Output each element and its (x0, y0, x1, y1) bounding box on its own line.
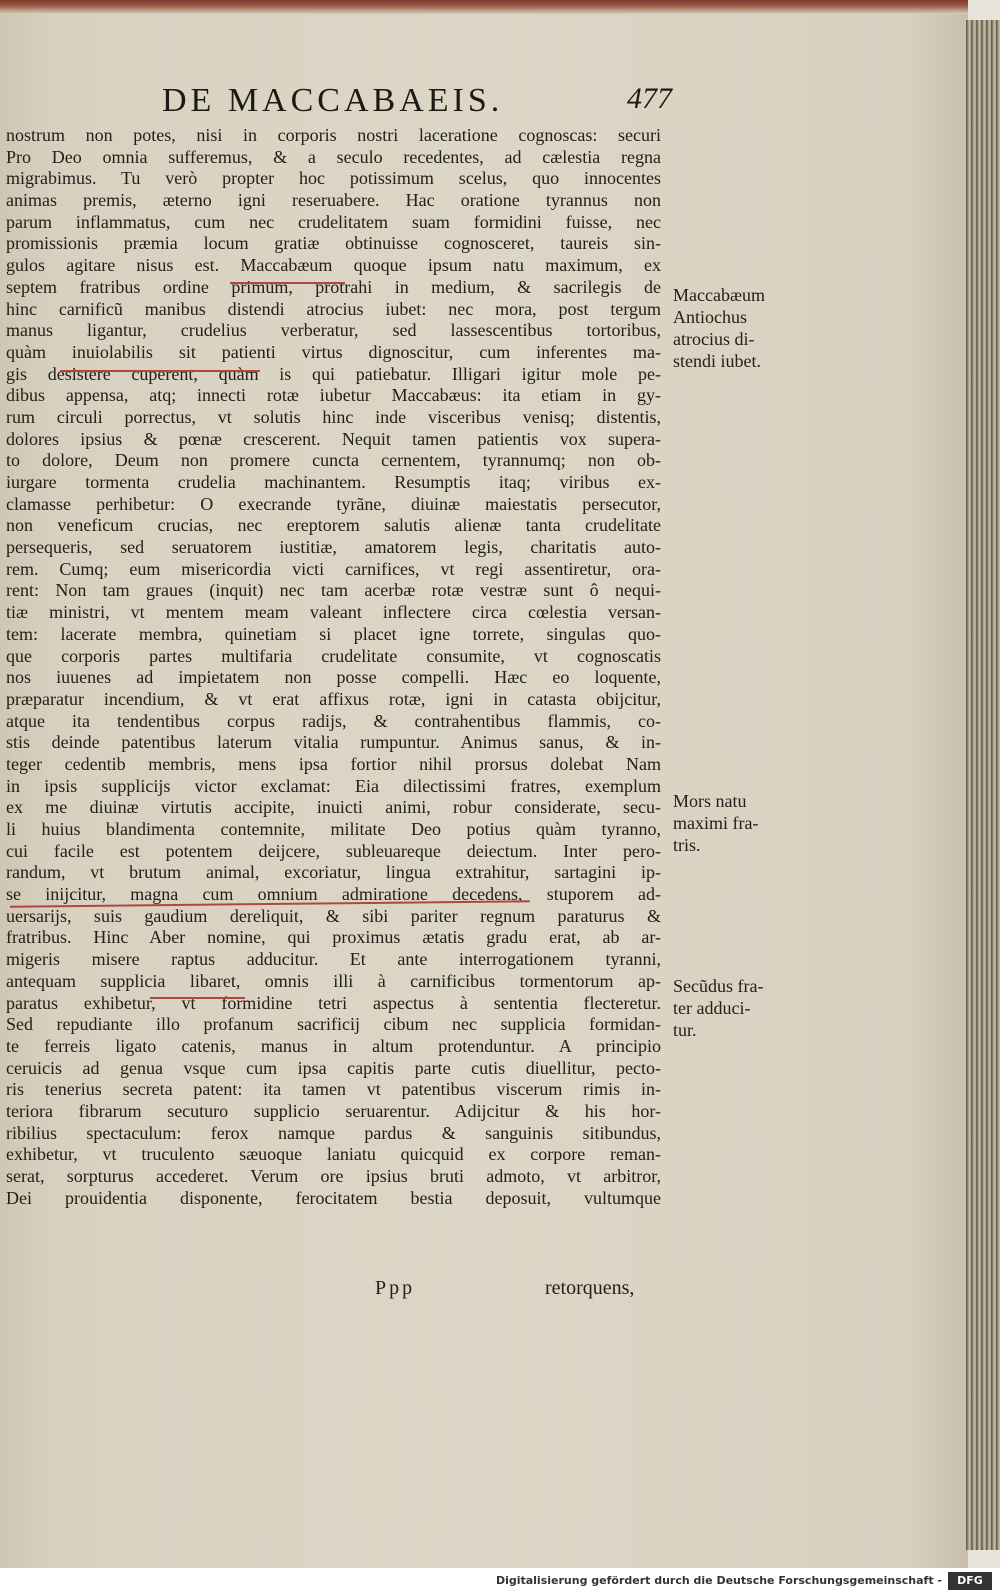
margin-note-line: maximi fra- (673, 813, 759, 833)
text-line: quàm inuiolabilis sit patienti virtus dignoscitur, cum inferentes ma- (6, 341, 661, 362)
text-line: rem. Cumq; eum misericordia victi carnifices, vt regi assentiretur, ora- (6, 558, 661, 579)
text-line: parum inflammatus, cum nec crudelitatem suam formidini fuisse, nec (6, 211, 661, 232)
text-line: paratus exhibetur, vt formidine tetri aspectus à sententia flecteretur. (6, 992, 661, 1013)
text-line: cui facile est potentem deijcere, subleuareque deiectum. Inter pero- (6, 840, 661, 861)
margin-note-line: tur. (673, 1020, 697, 1040)
text-line: tem: lacerate membra, quinetiam si placet igne torrete, singulas quo- (6, 623, 661, 644)
margin-note-line: Secũdus fra- (673, 976, 764, 996)
margin-note-line: Antiochus (673, 307, 747, 327)
page-header (0, 74, 968, 124)
margin-note-line: atrocius di- (673, 329, 755, 349)
margin-note-maccabaeum (673, 284, 783, 372)
credit-text: Digitalisierung gefördert durch die Deutsche Forschungsgemeinschaft - (495, 1574, 942, 1587)
dfg-logo: DFG (948, 1572, 992, 1590)
text-line: gulos agitare nisus est. Maccabæum quoque ipsum natu maximum, ex (6, 255, 661, 276)
text-line: uersarijs, suis gaudium dereliquit, & sibi pariter regnum paraturus & (6, 905, 661, 926)
margin-note-line: Maccabæum (673, 285, 765, 305)
text-line: fratribus. Hinc Aber nomine, qui proximus ætatis gradu erat, ab ar- (6, 927, 661, 948)
text-line: promissionis præmia locum gratiæ obtinuisse cognosceret, taureis sin- (6, 233, 661, 254)
text-line: teriora fibrarum secuturo supplicio seruarentur. Adijcitur & his hor- (6, 1100, 661, 1121)
text-line: rum circuli porrectus, vt solutis hinc inde visceribus venisq; distentis, (6, 406, 661, 427)
text-line: iurgare tormenta crudelia machinantem. Resumptis itaq; viribus ex- (6, 472, 661, 492)
text-line: persequeris, sed seruatorem iustitiæ, amatorem legis, charitatis auto- (6, 537, 661, 558)
text-line: randum, vt brutum animal, excoriatur, lingua extrahitur, sartagini ip- (6, 862, 661, 883)
red-underline (230, 282, 345, 284)
text-line: dibus appensa, atq; innecti rotæ iubetur Maccabæus: ita etiam in gy- (6, 385, 661, 406)
text-line: to dolore, Deum non promere cuncta cernentem, tyrannumq; non ob- (6, 450, 661, 471)
text-line: hinc carnificũ manibus distendi atrocius iubet: nec mora, post tergum (6, 298, 661, 319)
text-line: stis deinde patentibus laterum vitalia rumpuntur. Animus sanus, & in- (6, 732, 661, 753)
text-line: atque ita tendentibus corpus radijs, & contrahentibus flammis, co- (6, 710, 661, 731)
text-line: Pro Deo omnia sufferemus, & a seculo recedentes, ad cælestia regna (6, 146, 661, 167)
text-line: li huius blandimenta contemnite, militate Deo potius quàm tyranno, (6, 819, 661, 839)
margin-note-line: Mors natu (673, 791, 747, 811)
credit-bar (0, 1568, 1000, 1595)
text-line: ribilius spectaculum: ferox namque pardus & sanguinis sitibundus, (6, 1122, 661, 1143)
text-line: in ipsis supplicijs victor exclamat: Eia dilectissimi fratres, exemplum (6, 775, 661, 796)
main-text-block (6, 125, 661, 1209)
text-line: non veneficum crucias, nec ereptorem salutis alienæ tanta crudelitate (6, 515, 661, 536)
signature-mark: Ppp (375, 1277, 416, 1299)
text-line: nos iuuenes ad impietatem non posse compelli. Hæc eo loquente, (6, 667, 661, 688)
margin-note-line: ter adduci- (673, 998, 751, 1018)
text-line: manus ligantur, crudelius verberatur, sed lassescentibus tortoribus, (6, 320, 661, 341)
text-line: gis desistere cuperent, quàm is qui patiebatur. Illigari igitur mole pe- (6, 363, 661, 384)
catchword: retorquens, (545, 1277, 635, 1299)
text-line: ex me diuinæ virtutis accipite, inuicti animi, robur considerate, secu- (6, 797, 661, 818)
text-line: animas premis, æterno igni reseruabere. Hac oratione tyrannus non (6, 190, 661, 211)
text-line: Sed repudiante illo profanum sacrificij cibum nec supplicia formidan- (6, 1014, 661, 1035)
text-line: ris tenerius secreta patent: ita tamen vt patentibus viscerum rimis in- (6, 1079, 661, 1100)
text-line: que corporis partes multifaria crudelitate consumite, vt cognoscatis (6, 645, 661, 666)
page-edges (966, 20, 1000, 1550)
text-line: migrabimus. Tu verò propter hoc potissimum scelus, quo innocentes (6, 168, 661, 189)
margin-note-secundus (673, 975, 783, 1041)
margin-note-mors (673, 790, 783, 856)
text-line: nostrum non potes, nisi in corporis nostri laceratione cognoscas: securi (6, 125, 661, 145)
text-line: ceruicis ad genua vsque cum ipsa capitis parte cutis diuellitur, pecto- (6, 1057, 661, 1078)
text-line: serat, sorpturus accederet. Verum ore ipsius bruti admoto, vt arbitror, (6, 1166, 661, 1186)
text-line: clamasse perhibetur: O execrande tyrãne, diuinæ maiestatis persecutor, (6, 493, 661, 514)
text-line: Dei prouidentia disponente, ferocitatem bestia deposuit, vultumque (6, 1187, 661, 1208)
margin-note-line: tris. (673, 835, 701, 855)
text-line: teger cedentib membris, mens ipsa fortior nihil prorsus dolebat Nam (6, 753, 661, 774)
running-title: DE MACCABAEIS. (162, 82, 504, 119)
red-underline (60, 370, 260, 372)
text-line: migeris misere raptus adducitur. Et ante interrogationem tyranni, (6, 949, 661, 970)
text-line: dolores ipsius & pœnæ crescerent. Nequit tamen patientis vox supera- (6, 428, 661, 449)
text-line: exhibetur, vt truculento sæuoque laniatu quicquid ex corpore reman- (6, 1144, 661, 1165)
text-line: se inijcitur, magna cum omnium admiratione decedens, stuporem ad- (6, 884, 661, 905)
page-top-edge (0, 0, 968, 14)
text-line: rent: Non tam graues (inquit) nec tam acerbæ rotæ vestræ sunt ô nequi- (6, 580, 661, 601)
text-line: te ferreis ligato catenis, manus in altum protenduntur. A principio (6, 1035, 661, 1056)
margin-note-line: stendi iubet. (673, 351, 761, 371)
text-line: præparatur incendium, & vt erat affixus rotæ, igni in catasta obijcitur, (6, 688, 661, 709)
text-line: antequam supplicia libaret, omnis illi à carnificibus tormentorum ap- (6, 970, 661, 991)
page-number: 477 (627, 82, 672, 115)
text-line: septem fratribus ordine primum, protrahi in medium, & sacrilegis de (6, 276, 661, 297)
red-underline (150, 997, 245, 999)
text-line: tiæ ministri, vt mentem meam valeant inflectere circa cœlestia versan- (6, 602, 661, 623)
